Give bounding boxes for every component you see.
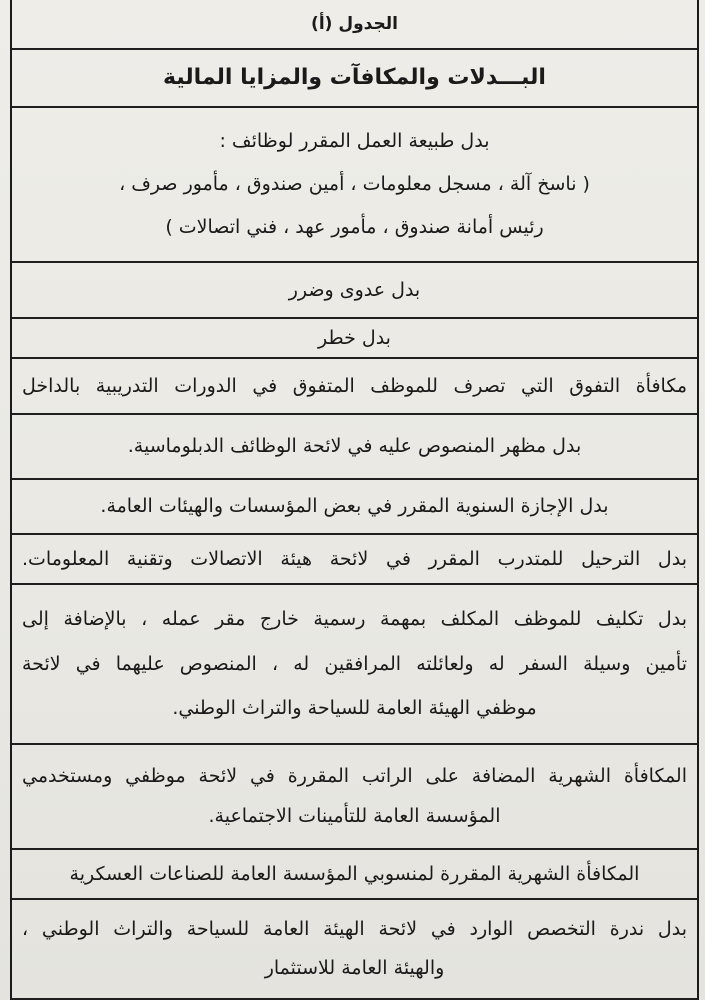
row-line: بدل خطر xyxy=(318,326,391,349)
row-line: بدل ندرة التخصص الوارد في لائحة الهيئة العامة للسياحة والتراث الوطني ، xyxy=(22,918,687,940)
row-line: بدل تكليف للموظف المكلف بمهمة رسمية خارج مقر عمله ، بالإضافة إلى xyxy=(22,608,687,631)
allowances-table xyxy=(10,0,699,1000)
table-heading-row xyxy=(12,50,697,108)
table-row xyxy=(12,480,697,535)
row-line: بدل مظهر المنصوص عليه في لائحة الوظائف الدبلوماسية. xyxy=(127,435,582,457)
table-row xyxy=(12,263,697,319)
row-line: رئيس أمانة صندوق ، مأمور عهد ، فني اتصالات ) xyxy=(165,216,544,238)
row-line: المكافأة الشهرية المضافة على الراتب المقررة في لائحة موظفي ومستخدمي xyxy=(22,764,687,787)
table-heading: البـــدلات والمكافآت والمزايا المالية xyxy=(163,65,546,90)
table-row xyxy=(12,745,697,850)
row-line: المؤسسة العامة للتأمينات الاجتماعية. xyxy=(208,805,501,828)
table-label-row xyxy=(12,0,697,50)
row-line: المكافأة الشهرية المقررة لمنسوبي المؤسسة العامة للصناعات العسكرية xyxy=(69,862,640,885)
row-line: بدل الإجازة السنوية المقرر في بعض المؤسسات والهيئات العامة. xyxy=(100,495,609,517)
row-line: تأمين وسيلة السفر له ولعائلته المرافقين له ، المنصوص عليهما في لائحة xyxy=(22,652,687,675)
table-row xyxy=(12,319,697,359)
table-row xyxy=(12,850,697,900)
table-row xyxy=(12,900,697,1000)
row-line: موظفي الهيئة العامة للسياحة والتراث الوطني. xyxy=(172,696,537,719)
row-line: ( ناسخ آلة ، مسجل معلومات ، أمين صندوق ، مأمور صرف ، xyxy=(119,173,590,195)
row-line: بدل عدوى وضرر xyxy=(288,278,421,301)
table-label: الجدول (أ) xyxy=(311,13,398,34)
table-row xyxy=(12,108,697,263)
table-row xyxy=(12,359,697,415)
table-row xyxy=(12,415,697,480)
row-line: مكافأة التفوق التي تصرف للموظف المتفوق في الدورات التدريبية بالداخل xyxy=(22,374,687,397)
table-row xyxy=(12,585,697,745)
row-line: بدل الترحيل للمتدرب المقرر في لائحة هيئة الاتصالات وتقنية المعلومات. xyxy=(22,547,687,570)
table-row xyxy=(12,535,697,585)
row-line: والهيئة العامة للاستثمار xyxy=(264,957,445,979)
row-line: بدل طبيعة العمل المقرر لوظائف : xyxy=(219,130,490,152)
